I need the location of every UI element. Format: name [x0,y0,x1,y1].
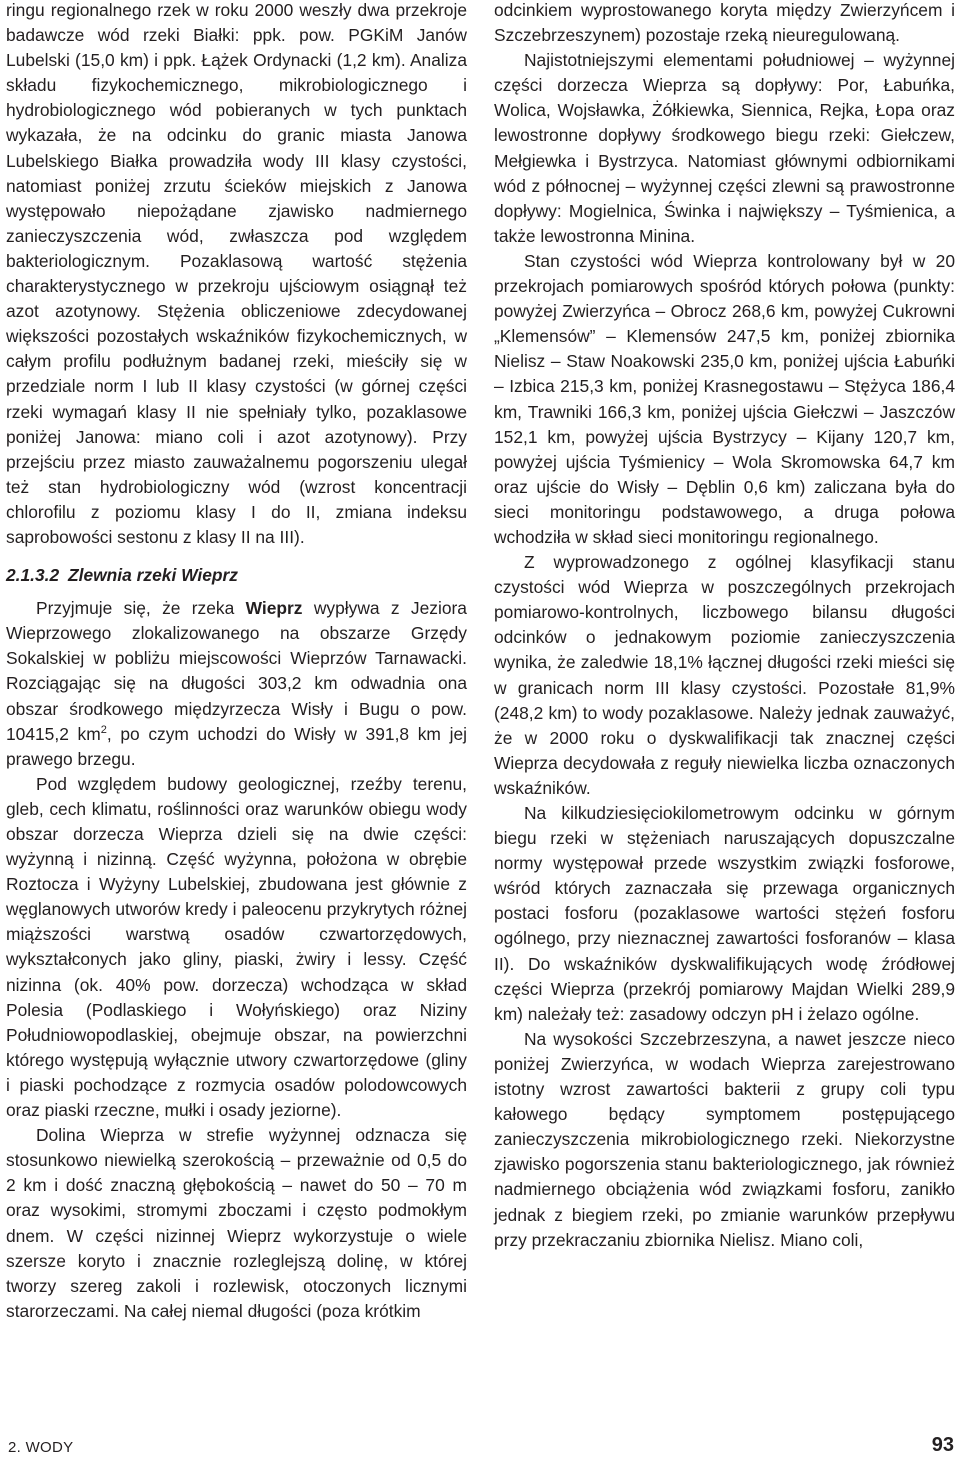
superscript-two: 2 [100,723,107,736]
right-column [494,0,955,1253]
paragraph-upper-course: Na kilkudziesięciokilometrowym odcinku w górnym biegu rzeki w stężeniach naruszających dopuszczalne normy występował przede wszystkim związki fosforowe, wśród których zaznaczała się przewaga organicznych postaci fosforu (pozaklasowe wartości stężeń fosforu ogólnego, przy nieznacznej zawartości fosforanów – klasa II). Do wskaźników dyskwalifikujących wodę źródłowej części Wieprza (przekrój pomiarowy Majdan Wielki 289,9 km) należały też: zasadowy odczyn pH i żelazo ogólne. [494,803,955,1024]
paragraph-classification: Z wyprowadzonego z ogólnej klasyfikacji stanu czystości wód Wieprza w poszczególnych przekrojach pomiarowo-kontrolnych, liczbowego bilansu długości odcinków o jednakowym poziomie zanieczyszczenia wynika, że zaledwie 18,1% łącznej długości rzeki mieści się w granicach norm III klasy czystości. Pozostałe 81,9% (248,2 km) to wody pozaklasowe. Należy jednak zauważyć, że w 2000 roku o dyskwalifikacji tak znacznej części Wieprza decydowała z reguły niewielka liczba oznaczonych wskaźników. [494,552,955,798]
page-number: 93 [931,1434,954,1456]
paragraph-wieprz-source: Przyjmuje się, że rzeka Wieprz wypływa z Jeziora Wieprzowego zlokalizowanego na obszarze Grzędy Sokalskiej w pobliżu miejscowości Wieprzów Tarnawacki. Rozciągając się na długości 303,2 km odwadnia ona obszar środkowego międzyrzecza Wisły i Bugu o pow. 10415,2 $km^2$, po czym uchodzi do Wisły w 391,8 km jej prawego brzegu. [6,598,467,769]
paragraph-geology: Pod względem budowy geologicznej, rzeźby terenu, gleb, cech klimatu, roślinności oraz warunków obiegu wody obszar dorzecza Wieprza dzieli się na dwie części: wyżynną i nizinną. Część wyżynna, położona w obrębie Roztocza i Wyżyny Lubelskiej, zbudowana jest głównie z węglanowych utworów kredy i paleocenu przykrytych różnej miąższości warstwą osadów czwartorzędowych, wykształconych jako gliny, piaski, żwiry i lessy. Część nizinna (ok. 40% pow. dorzecza) wchodząca w skład Polesia (Podlaskiego i Wołyńskiego) oraz Niziny Południowopodlaskiej, obejmuje obszar, na powierzchni którego występują wyłącznie utwory czwartorzędowe (gliny i piaski pochodzące z rozmycia osadów polodowcowych oraz piaski rzeczne, mułki i osady jeziorne). [6,773,467,1121]
paragraph-tributaries: Najistotniejszymi elementami południowej – wyżynnej części dorzecza Wieprza są dopływy: Por, Łabuńka, Wolica, Wojsławka, Żółkiewka, Siennica, Rejka, Łopa oraz lewostronne dopływy środkowego biegu rzeki: Giełczew, Mełgiewka i Bystrzyca. Natomiast głównymi odbiornikami wód z północnej – wyżynnej części zlewni są prawostronne dopływy: Mogielnica, Świnka i największy – Tyśmienica, a także lewostronna Minina. [494,50,955,246]
river-name-bold: Wieprz [245,598,303,619]
paragraph-channel-continued: odcinkiem wyprostowanego koryta między Zwierzyńcem i Szczebrzeszynem) pozostaje rzeką nieuregulowaną. [494,0,955,46]
paragraph-valley: Dolina Wieprza w strefie wyżynnej odznacza się stosunkowo niewielką szerokością – przeważnie od 0,5 do 2 km i dość znaczną głębokością – nawet do 50 – 70 m oraz wysokimi, stromymi zboczami i często podmokłym dnem. W części nizinnej Wieprz wykorzystuje o wiele szersze koryto i znacznie rozleglejszą dolinę, w której tworzy szereg zakoli i rozlewisk, otoczonych licznymi starorzeczami. Na całej niemal długości (poza krótkim [6,1125,467,1321]
paragraph-bialka-continued: ringu regionalnego rzek w roku 2000 weszły dwa przekroje badawcze wód rzeki Białki: ppk. pow. PGKiM Janów Lubelski (15,0 km) i ppk. Łążek Ordynacki (1,2 km). Analiza składu fizykochemicznego, mikrobiologicznego i hydrobiologicznego wód pobieranych w tych punktach wykazała, że na odcinku do granic miasta Janowa Lubelskiego Białka prowadziła wody III klasy czystości, natomiast poniżej zrzutu ścieków miejskich z Janowa występowało niepożądane zjawisko nadmiernego zanieczyszczenia wód, zwłaszcza pod względem bakteriologicznym. Pozaklasową wartość stężenia charakterystycznego w przekroju ujściowym osiągnął też azot azotynowy. Stężenia obliczeniowe zdecydowanej większości pozostałych wskaźników fizykochemicznych, w całym profilu podłużnym badanej rzeki, mieściły się w przedziale norm I lub II klasy czystości (w górnej części rzeki wymagań klasy II nie spełniały tylko, pozaklasowe poniżej Janowa: miano coli i azot azotynowy). Przy przejściu przez miasto zauważalnemu pogorszeniu ulegał też stan hydrobiologiczny wód (wzrost koncentracji chlorofilu z poziomu klasy I do II, zmiana indeksu saprobowości sestonu z klasy II na III). [6,0,467,547]
left-column [6,0,467,1324]
footer-section-label: 2. WODY [8,1439,74,1456]
section-heading [6,563,467,588]
paragraph-szczebrzeszyn: Na wysokości Szczebrzeszyna, a nawet jeszcze nieco poniżej Zwierzyńca, w wodach Wieprza zarejestrowano istotny wzrost zawartości bakterii z grupy coli typu kałowego będący symptomem postępującego zanieczyszczenia mikrobiologicznego rzeki. Niekorzystne zjawisko pogorszenia stanu bakteriologicznego, jak również nadmiernego obciążenia wód związkami fosforu, zanikło jednak z biegiem rzeki, po zmianie warunków przepływu przy przekraczaniu zbiornika Nielisz. Miano coli, [494,1028,955,1250]
section-title: Zlewnia rzeki Wieprz [68,565,238,586]
section-number: 2.1.3.2 [6,565,60,586]
paragraph-monitoring-points: Stan czystości wód Wieprza kontrolowany był w 20 przekrojach pomiarowych spośród których połowa (punkty: powyżej Zwierzyńca – Obrocz 268,6 km, powyżej Cukrowni „Klemensów” – Klemensów 247,5 km, poniżej zbiornika Nielisz – Staw Noakowski 235,0 km, poniżej ujścia Łabuńki – Izbica 215,3 km, poniżej Krasnegostawu – Stężyca 186,4 km, Trawniki 166,3 km, poniżej ujścia Giełczwi – Jaszczów 152,1 km, powyżej ujścia Bystrzycy – Kijany 120,7 km, powyżej ujścia Tyśmienicy – Wola Skromowska 64,7 km oraz ujście do Wisły – Dęblin 0,6 km) zaliczana była do sieci monitoringu podstawowego, a druga połowa wchodziła w skład sieci monitoringu regionalnego. [494,250,955,547]
